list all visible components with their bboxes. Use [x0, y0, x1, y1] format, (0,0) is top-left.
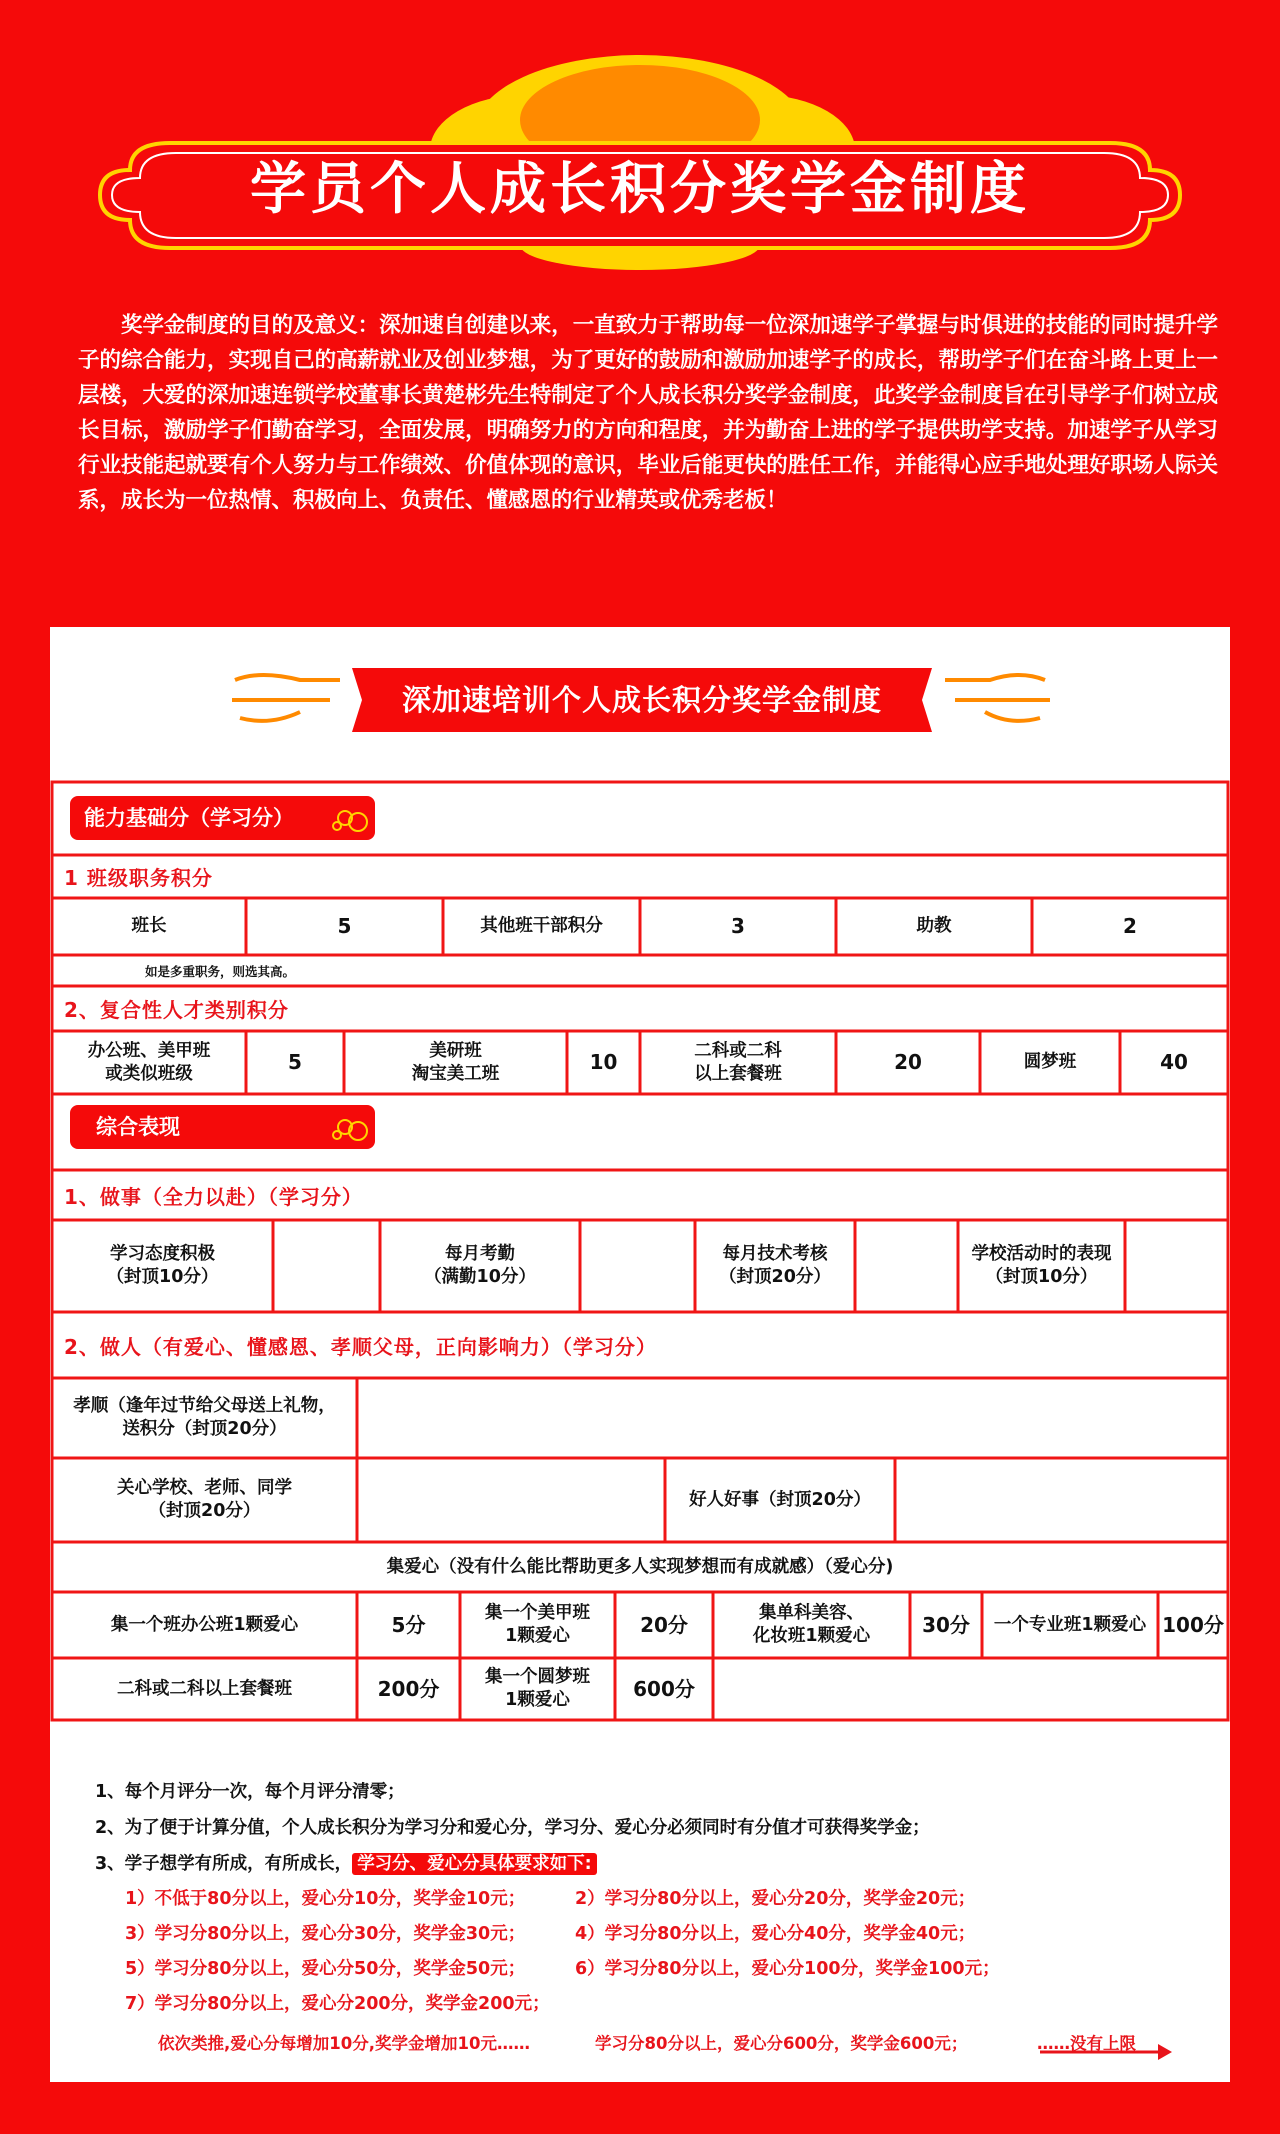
cell-attendance: 每月考勤 （满勤10分） — [424, 1244, 536, 1287]
cell-love-dream-score: 600分 — [633, 1676, 695, 1701]
cell-monitor: 班长 — [131, 916, 167, 936]
rule-item-2: 2）学习分80分以上，爱心分20分，奖学金20元； — [575, 1889, 976, 1909]
heading-composite-talent: 2、复合性人才类别积分 — [64, 998, 289, 1022]
cell-monitor-score: 5 — [337, 914, 352, 938]
cell-good-deed: 好人好事（封顶20分） — [689, 1489, 871, 1510]
cell-love-nail-score: 20分 — [640, 1612, 688, 1637]
cell-attitude: 学习态度积极 （封顶10分） — [106, 1244, 219, 1287]
cell-love-pro: 一个专业班1颗爱心 — [993, 1614, 1147, 1635]
rule-item-7: 7）学习分80分以上，爱心分200分，奖学金200元； — [125, 1994, 550, 2014]
cell-love-heading: 集爱心（没有什么能比帮助更多人实现梦想而有成就感）（爱心分) — [386, 1556, 894, 1577]
rule-item-4: 4）学习分80分以上，爱心分40分，奖学金40元； — [575, 1924, 976, 1944]
rule-footer-c: ……没有上限 — [1037, 2034, 1136, 2053]
rule-3 — [95, 1850, 597, 1875]
cell-love-package: 二科或二科以上套餐班 — [117, 1678, 292, 1699]
cell-office-class-score: 5 — [288, 1050, 302, 1074]
page-title: 学员个人成长积分奖学金制度 — [250, 157, 1030, 222]
cell-assistant: 助教 — [916, 916, 952, 936]
heading-do-things: 1、做事（全力以赴）（学习分） — [64, 1184, 363, 1209]
cell-love-nail: 集一个美甲班 1颗爱心 — [485, 1603, 590, 1646]
heading-position-points: 1 班级职务积分 — [64, 866, 213, 890]
cell-beauty-class-score: 10 — [589, 1050, 618, 1074]
heading-be-person: 2、做人（有爱心、懂感恩、孝顺父母，正向影响力）（学习分） — [64, 1334, 657, 1359]
cell-assistant-score: 2 — [1123, 914, 1137, 938]
note-multi-position: 如是多重职务，则选其高。 — [145, 964, 296, 979]
cell-love-office-score: 5分 — [391, 1612, 426, 1637]
rule-footer-b: 学习分80分以上，爱心分600分，奖学金600元； — [595, 2034, 968, 2053]
rule-item-5: 5）学习分80分以上，爱心分50分，奖学金50元； — [125, 1959, 526, 1979]
cell-care: 关心学校、老师、同学 （封顶20分） — [117, 1478, 292, 1521]
rule-3-highlight: 学习分、爱心分具体要求如下: — [352, 1853, 597, 1875]
cell-other-cadre: 其他班干部积分 — [480, 916, 603, 936]
panel-subtitle: 深加速培训个人成长积分奖学金制度 — [401, 683, 882, 717]
cell-love-pro-score: 100分 — [1162, 1612, 1224, 1637]
cell-love-package-score: 200分 — [377, 1676, 440, 1701]
cell-office-class: 办公班、美甲班 或类似班级 — [87, 1040, 211, 1084]
rule-3-prefix: 3、学子想学有所成，有所成长， — [95, 1854, 353, 1874]
cell-other-cadre-score: 3 — [731, 914, 745, 938]
rule-item-6: 6）学习分80分以上，爱心分100分，奖学金100元； — [575, 1959, 1000, 1979]
cell-dream-class-score: 40 — [1160, 1050, 1188, 1074]
badge-ability-label: 能力基础分（学习分） — [84, 806, 294, 830]
cell-dream-class: 圆梦班 — [1023, 1052, 1077, 1072]
cell-filial: 孝顺（逢年过节给父母送上礼物， 送积分（封顶20分） — [73, 1396, 336, 1439]
rule-1: 1、每个月评分一次，每个月评分清零； — [95, 1782, 405, 1802]
intro-paragraph: 奖学金制度的目的及意义：深加速自创建以来，一直致力于帮助每一位深加速学子掌握与时俱进的技能的同时提升学子的综合能力，实现自己的高薪就业及创业梦想，为了更好的鼓励和激励加速学子的成长，帮助学子们在奋斗路上更上一层楼，大爱的深加速连锁学校董事长黄楚彬先生特制定了个人成长积分奖学金制度，此奖学金制度旨在引导学子们树立成长目标，激励学子们勤奋学习，全面发展，明确努力的方向和程度，并为勤奋上进的学子提供助学支持。加速学子从学习行业技能起就要有个人努力与工作绩效、价值体现的意识，毕业后能更快的胜任工作，并能得心应手地处理好职场人际关系，成长为一位热情、积极向上、负责任、懂感恩的行业精英或优秀老板！ — [78, 313, 1218, 513]
rule-2: 2、为了便于计算分值，个人成长积分为学习分和爱心分，学习分、爱心分必须同时有分值才可获得奖学金； — [95, 1818, 930, 1838]
cell-love-dream: 集一个圆梦班 1颗爱心 — [485, 1667, 590, 1710]
cell-beauty-class: 美研班 淘宝美工班 — [411, 1040, 500, 1084]
rule-item-3: 3）学习分80分以上，爱心分30分，奖学金30元； — [125, 1924, 526, 1944]
badge-overall-label: 综合表现 — [96, 1115, 180, 1139]
cell-love-makeup: 集单科美容、 化妆班1颗爱心 — [752, 1603, 871, 1646]
cell-love-office: 集一个班办公班1颗爱心 — [110, 1614, 299, 1635]
rule-footer-a: 依次类推,爱心分每增加10分,奖学金增加10元…… — [158, 2034, 530, 2053]
rule-item-1: 1）不低于80分以上，爱心分10分，奖学金10元； — [125, 1889, 526, 1909]
cell-package-class: 二科或二科 以上套餐班 — [694, 1040, 782, 1084]
cell-activity: 学校活动时的表现 （封顶10分） — [971, 1244, 1112, 1287]
cell-love-makeup-score: 30分 — [922, 1612, 970, 1637]
cell-package-class-score: 20 — [894, 1050, 922, 1074]
cell-tech-exam: 每月技术考核 （封顶20分） — [719, 1244, 831, 1287]
